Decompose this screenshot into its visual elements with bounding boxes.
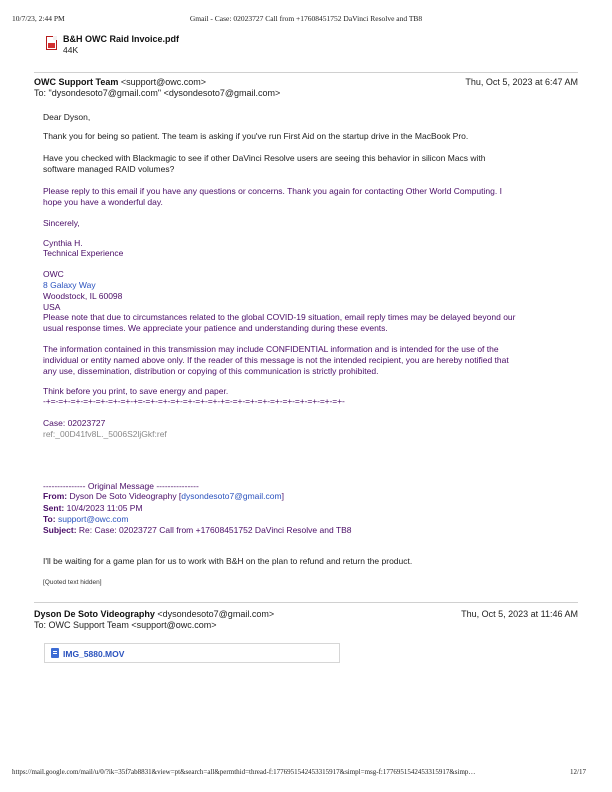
- print-datetime: 10/7/23, 2:44 PM: [12, 14, 65, 23]
- original-subject: [43, 525, 351, 536]
- confidentiality-notice: individual or entity named above only. If the reader of this message is not the intended recipient, you are hereby notified that: [43, 355, 509, 365]
- case-reference: ref:_00D41fv8L._5006S2ljGkf:ref: [43, 429, 167, 439]
- attachment-size: 44K: [63, 45, 79, 55]
- page-number: 12/17: [570, 768, 586, 776]
- covid-notice: Please note that due to circumstances related to the global COVID-19 situation, email reply times may be delayed beyond our: [43, 312, 516, 322]
- pdf-icon: [46, 36, 57, 50]
- confidentiality-notice: The information contained in this transmission may include CONFIDENTIAL information and is intended for the use of the: [43, 344, 499, 354]
- subject-value: Re: Case: 02023727 Call from +17608451752 DaVinci Resolve and TB8: [78, 525, 352, 535]
- original-from: [43, 491, 284, 502]
- text-divider: -+=-=+-=+-=+-=+-=+-=+-+=-=+-=+-=+-=+-=+-=+-+=-=+-=+-=+-=+-=+-=+-=+-=+-=+-: [43, 396, 345, 406]
- city-address: Woodstock, IL 60098: [43, 291, 123, 301]
- print-title: Gmail - Case: 02023727 Call from +17608451752 DaVinci Resolve and TB8: [189, 14, 423, 23]
- greeting: Dear Dyson,: [43, 112, 91, 122]
- eco-notice: Think before you print, to save energy and paper.: [43, 386, 229, 396]
- sender-email: <dysondesoto7@gmail.com>: [157, 609, 275, 619]
- body-paragraph: Please reply to this email if you have any questions or concerns. Thank you again for contacting Other World Computing. I: [43, 186, 502, 196]
- print-url: https://mail.google.com/mail/u/0/?ik=35f7ab8831&view=pt&search=all&permthid=thread-f:1776951542453315917&simpl=msg-f:1776951542453315917&simp…: [12, 768, 476, 776]
- message-recipient: To: "dysondesoto7@gmail.com" <dysondesoto7@gmail.com>: [34, 88, 281, 98]
- sender-name: OWC Support Team: [34, 77, 119, 87]
- original-message-header: --------------- Original Message ---------------: [43, 481, 199, 491]
- country: USA: [43, 302, 61, 312]
- attachment-name[interactable]: B&H OWC Raid Invoice.pdf: [63, 34, 180, 44]
- body-paragraph: Thank you for being so patient. The team is asking if you've run First Aid on the startup drive in the MacBook Pro.: [43, 131, 469, 141]
- from-label: From:: [43, 491, 68, 501]
- sender-name: Dyson De Soto Videography: [34, 609, 155, 619]
- sent-value: 10/4/2023 11:05 PM: [66, 503, 143, 513]
- body-paragraph: hope you have a wonderful day.: [43, 197, 163, 207]
- divider: [34, 602, 578, 603]
- sent-label: Sent:: [43, 503, 65, 513]
- covid-notice: usual response times. We appreciate your patience and understanding during these events.: [43, 323, 388, 333]
- signature-name: Cynthia H.: [43, 238, 83, 248]
- to-label: To:: [43, 514, 56, 524]
- subject-label: Subject:: [43, 525, 77, 535]
- sender-email: <support@owc.com>: [120, 77, 207, 87]
- case-number: Case: 02023727: [43, 418, 106, 428]
- closing: Sincerely,: [43, 218, 80, 228]
- from-close-bracket: ]: [281, 491, 284, 501]
- message-date: Thu, Oct 5, 2023 at 11:46 AM: [461, 609, 578, 619]
- quoted-text-hidden-toggle[interactable]: [Quoted text hidden]: [43, 579, 102, 586]
- divider: [34, 72, 578, 73]
- signature-title: Technical Experience: [43, 248, 124, 258]
- body-paragraph: Have you checked with Blackmagic to see if other DaVinci Resolve users are seeing this behavior in silicon Macs with: [43, 153, 486, 163]
- video-file-icon: [51, 648, 59, 658]
- message-date: Thu, Oct 5, 2023 at 6:47 AM: [465, 77, 578, 87]
- body-paragraph: software managed RAID volumes?: [43, 164, 175, 174]
- original-sent: [43, 503, 143, 514]
- from-value: Dyson De Soto Videography [: [69, 491, 182, 501]
- message-sender: [34, 77, 206, 88]
- message-sender: [34, 609, 274, 620]
- quoted-line: I'll be waiting for a game plan for us to work with B&H on the plan to refund and return the product.: [43, 556, 413, 566]
- street-address-link[interactable]: 8 Galaxy Way: [43, 280, 96, 290]
- original-to: [43, 514, 128, 525]
- message-recipient: To: OWC Support Team <support@owc.com>: [34, 620, 217, 630]
- company-name: OWC: [43, 269, 64, 279]
- video-attachment-name[interactable]: IMG_5880.MOV: [63, 649, 125, 659]
- confidentiality-notice: any use, dissemination, distribution or copying of this communication is strictly prohibited.: [43, 366, 379, 376]
- to-email-link[interactable]: support@owc.com: [57, 514, 129, 524]
- video-attachment[interactable]: [44, 643, 340, 663]
- from-email-link[interactable]: dysondesoto7@gmail.com: [181, 491, 282, 501]
